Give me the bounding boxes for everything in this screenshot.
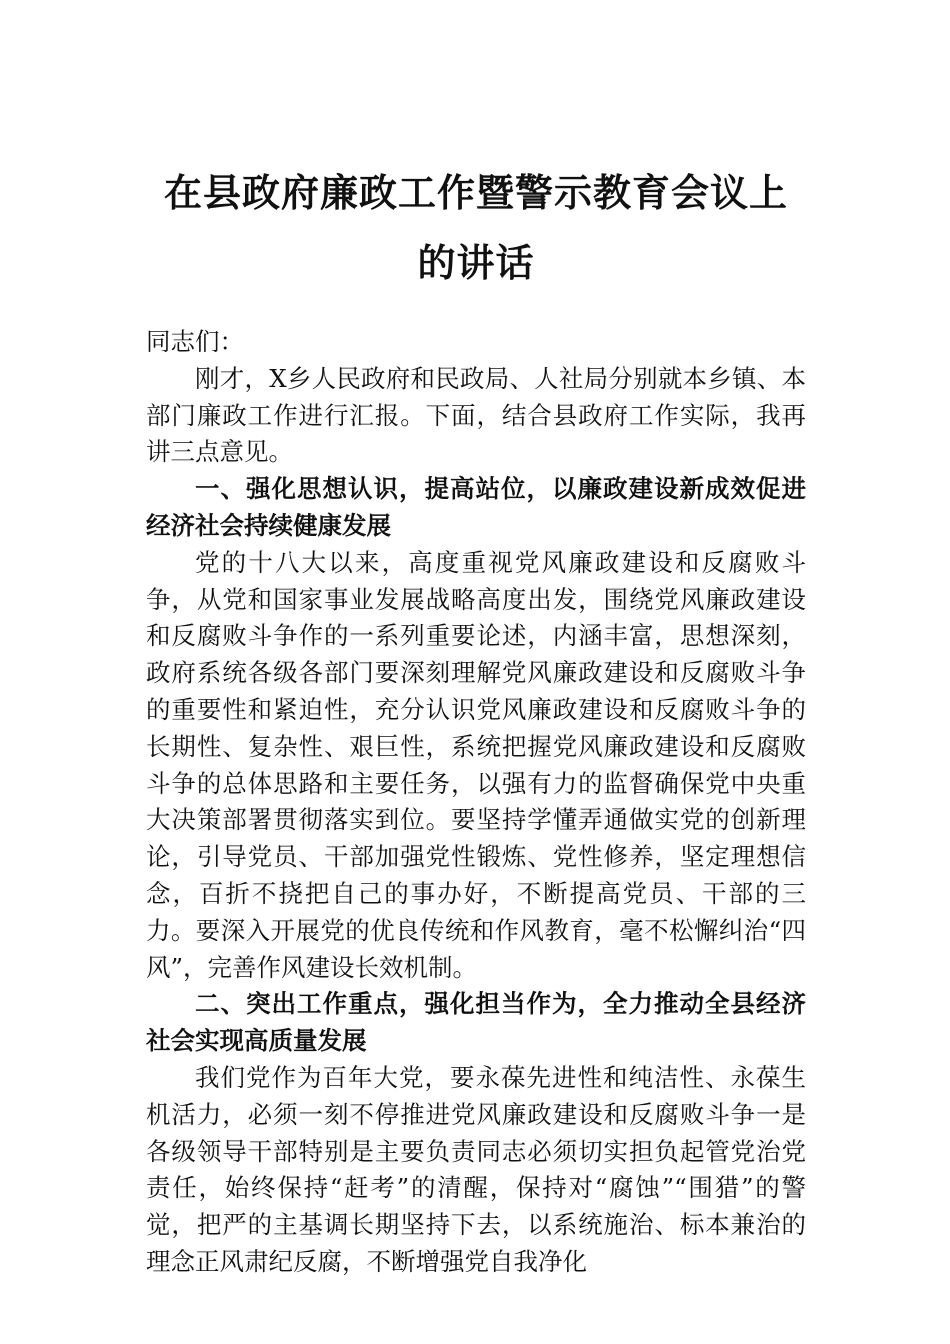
section-heading-2: 二、突出工作重点，强化担当作为，全力推动全县经济社会实现高质量发展 bbox=[146, 989, 806, 1056]
document-body bbox=[146, 324, 806, 1281]
document-title: 在县政府廉政工作暨警示教育会议上的讲话 bbox=[163, 170, 788, 285]
section-paragraph-1: 党的十八大以来，高度重视党风廉政建设和反腐败斗争，从党和国家事业发展战略高度出发，围绕党风廉政建设和反腐败斗争作的一系列重要论述，内涵丰富，思想深刻，政府系统各级各部门要深刻理解党风廉政建设和反腐败斗争的重要性和紧迫性，充分认识党风廉政建设和反腐败斗争的长期性、复杂性、艰巨性，系统把握党风廉政建设和反腐败斗争的总体思路和主要任务，以强有力的监督确保党中央重大决策部署贯彻落实到位。要坚持学懂弄通做实党的创新理论，引导党员、干部加强党性锻炼、党性修养，坚定理想信念，百折不挠把自己的事办好，不断提高党员、干部的三力。要深入开展党的优良传统和作风教育，毫不松懈纠治“四风”，完善作风建设长效机制。 bbox=[146, 547, 806, 982]
section-paragraph-2: 我们党作为百年大党，要永葆先进性和纯洁性、永葆生机活力，必须一刻不停推进党风廉政建设和反腐败斗争一是各级领导干部特别是主要负责同志必须切实担负起管党治党责任，始终保持“赶考”的清醒，保持对“腐蚀”“围猎”的警觉，把严的主基调长期坚持下去，以系统施治、标本兼治的理念正风肃纪反腐，不断增强党自我净化 bbox=[146, 1062, 806, 1276]
salutation: 同志们： bbox=[146, 327, 244, 356]
intro-paragraph: 刚才，X乡人民政府和民政局、人社局分别就本乡镇、本部门廉政工作进行汇报。下面，结合县政府工作实际，我再讲三点意见。 bbox=[146, 363, 806, 467]
section-heading-1: 一、强化思想认识，提高站位，以廉政建设新成效促进经济社会持续健康发展 bbox=[146, 474, 806, 540]
